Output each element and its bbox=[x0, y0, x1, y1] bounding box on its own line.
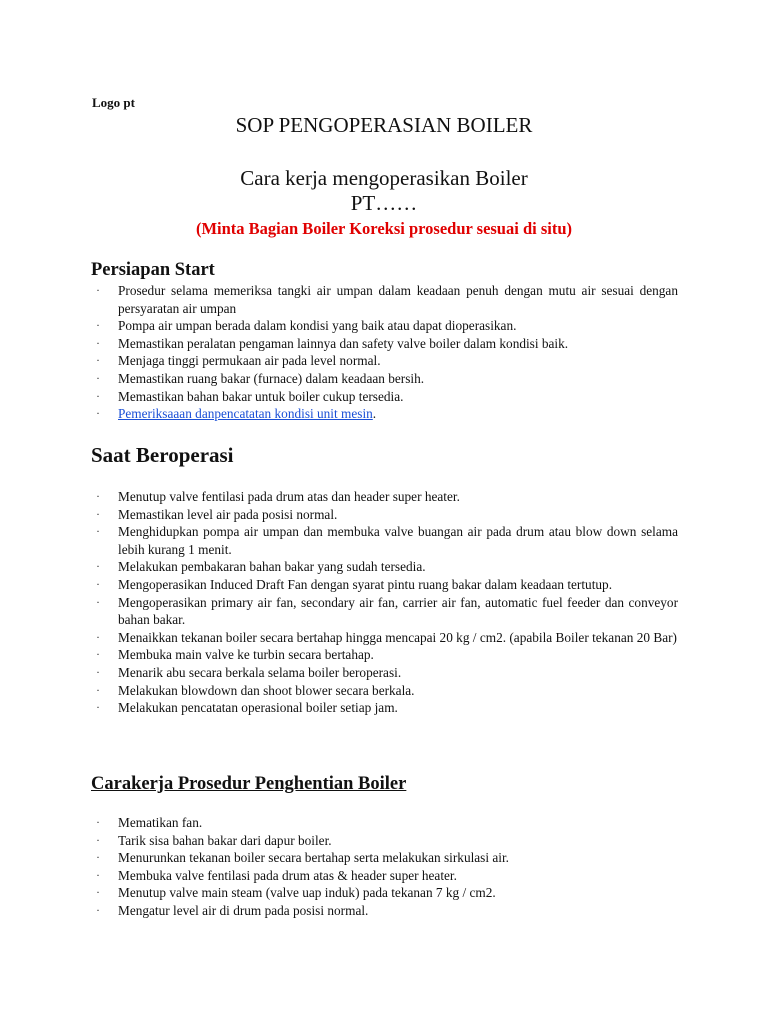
list-item: · Memastikan ruang bakar (furnace) dalam keadaan bersih. bbox=[96, 370, 425, 386]
list-item: · Memastikan bahan bakar untuk boiler cukup tersedia. bbox=[96, 388, 404, 404]
list-item: · Menutup valve fentilasi pada drum atas dan header super heater. bbox=[96, 489, 460, 504]
list-item: · Memastikan level air pada posisi normal. bbox=[96, 506, 338, 522]
logo-placeholder: Logo pt bbox=[92, 95, 135, 110]
bullet: · bbox=[96, 335, 100, 350]
bullet: · bbox=[96, 489, 100, 503]
inspection-link[interactable]: Pemeriksaaan danpencatatan kondisi unit mesin bbox=[118, 406, 373, 422]
bullet: · bbox=[96, 700, 100, 715]
document-subtitle bbox=[0, 166, 768, 216]
list-item: · Prosedur selama memeriksa tangki air umpan dalam keadaan penuh dengan mutu air sesuai dengan persyaratan air umpan bbox=[96, 283, 678, 316]
bullet: · bbox=[96, 815, 100, 829]
section-heading-saat: Saat Beroperasi bbox=[91, 443, 234, 467]
bullet: · bbox=[96, 283, 100, 297]
bullet: · bbox=[96, 388, 100, 403]
list-persiapan bbox=[91, 282, 678, 423]
bullet: · bbox=[96, 506, 100, 521]
bullet: · bbox=[96, 902, 100, 917]
section-heading-penghentian: Carakerja Prosedur Penghentian Boiler bbox=[91, 774, 407, 794]
bullet: · bbox=[96, 647, 100, 662]
list-item: · Mengoperasikan primary air fan, secondary air fan, carrier air fan, automatic fuel feeder dan conveyor bahan bakar. bbox=[96, 594, 678, 628]
bullet: · bbox=[96, 885, 100, 900]
list-item: · Membuka valve fentilasi pada drum atas & header super heater. bbox=[96, 867, 457, 883]
bullet: · bbox=[96, 406, 100, 421]
bullet: · bbox=[96, 850, 100, 865]
bullet: · bbox=[96, 664, 100, 679]
list-item: · Melakukan blowdown dan shoot blower secara berkala. bbox=[96, 682, 415, 698]
list-item: · Pompa air umpan berada dalam kondisi yang baik atau dapat dioperasikan. bbox=[96, 318, 517, 334]
list-item: · Menutup valve main steam (valve uap induk) pada tekanan 7 kg / cm2. bbox=[96, 885, 496, 901]
bullet: · bbox=[96, 576, 100, 591]
document-title: SOP PENGOPERASIAN BOILER bbox=[235, 113, 533, 137]
list-item: · Menurunkan tekanan boiler secara bertahap serta melakukan sirkulasi air. bbox=[96, 850, 509, 866]
bullet: · bbox=[96, 682, 100, 697]
list-item: · Tarik sisa bahan bakar dari dapur boiler. bbox=[96, 832, 332, 848]
bullet: · bbox=[96, 318, 100, 333]
correction-note: (Minta Bagian Boiler Koreksi prosedur sesuai di situ) bbox=[195, 219, 573, 238]
list-saat bbox=[91, 488, 678, 717]
list-item: · Menjaga tinggi permukaan air pada level normal. bbox=[96, 353, 381, 369]
bullet: · bbox=[96, 867, 100, 882]
list-item: · Melakukan pencatatan operasional boiler setiap jam. bbox=[96, 700, 398, 716]
subtitle-line-1: Cara kerja mengoperasikan Boiler bbox=[240, 166, 528, 190]
list-item: · Mengatur level air di drum pada posisi normal. bbox=[96, 902, 369, 918]
list-item: · Melakukan pembakaran bahan bakar yang sudah tersedia. bbox=[96, 559, 426, 575]
link-suffix: . bbox=[372, 406, 377, 422]
bullet: · bbox=[96, 370, 100, 385]
section-heading-persiapan: Persiapan Start bbox=[91, 260, 215, 280]
list-item: · Membuka main valve ke turbin secara bertahap. bbox=[96, 647, 374, 663]
list-item: · Menghidupkan pompa air umpan dan membuka valve buangan air pada drum atau blow down selama lebih kurang 1 menit. bbox=[96, 524, 678, 557]
subtitle-line-2: PT…… bbox=[350, 191, 418, 215]
bullet: · bbox=[96, 594, 100, 609]
list-item: · Mematikan fan. bbox=[96, 815, 203, 830]
list-item: · Menarik abu secara berkala selama boiler beroperasi. bbox=[96, 664, 402, 680]
bullet: · bbox=[96, 629, 100, 644]
list-item: · Menaikkan tekanan boiler secara bertahap hingga mencapai 20 kg / cm2. (apabila Boiler tekanan 20 Bar) bbox=[96, 629, 677, 645]
bullet: · bbox=[96, 524, 100, 539]
bullet: · bbox=[96, 559, 100, 574]
bullet: · bbox=[96, 832, 100, 847]
list-item: · Mengoperasikan Induced Draft Fan dengan syarat pintu ruang bakar dalam keadaan tertutup. bbox=[96, 576, 613, 592]
list-item: · Memastikan peralatan pengaman lainnya dan safety valve boiler dalam kondisi baik. bbox=[96, 335, 569, 351]
list-penghentian bbox=[91, 814, 678, 920]
bullet: · bbox=[96, 353, 100, 368]
list-item bbox=[91, 405, 678, 423]
